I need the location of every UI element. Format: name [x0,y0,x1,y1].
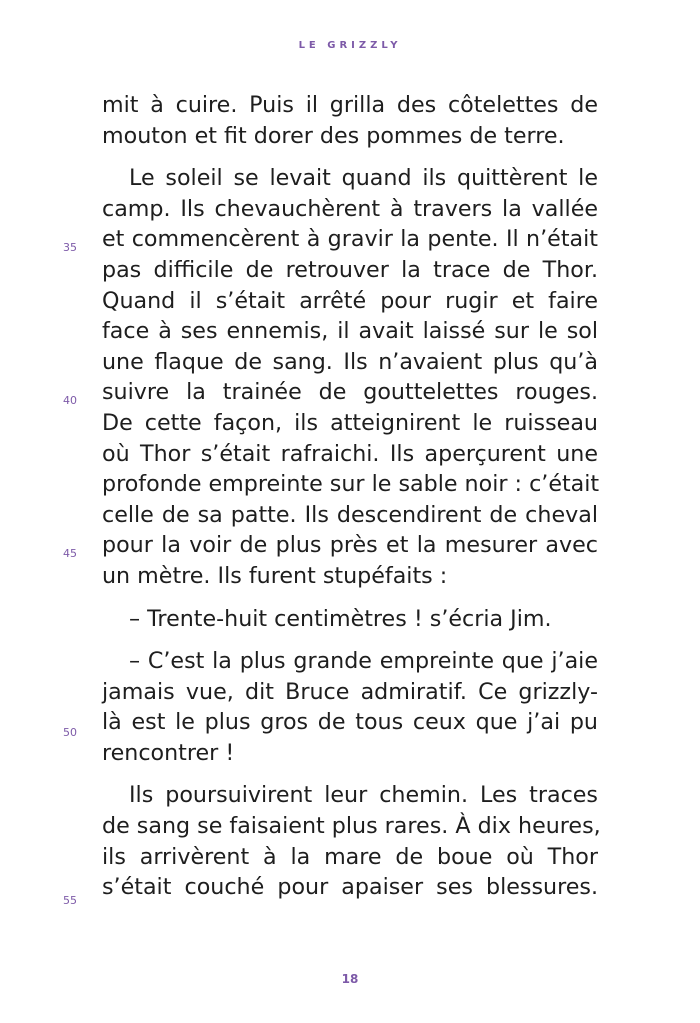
text-line: et commencèrent à gravir la pente. Il n’était [102,226,598,253]
text-line: celle de sa patte. Ils descendirent de cheval [102,501,598,528]
text-line: s’était couché pour apaiser ses blessures. [102,874,598,901]
line-number: 40 [63,394,77,407]
body-text [102,90,601,903]
paragraph [102,646,598,768]
text-line: Le soleil se levait quand ils quittèrent le [129,165,598,192]
text-line: rencontrer ! [102,739,235,766]
line-number: 50 [63,726,77,739]
text-line: de sang se faisaient plus rares. À dix heures, [102,813,601,840]
text-line: ils arrivèrent à la mare de boue où Thor [102,843,598,870]
text-line: Ils poursuivirent leur chemin. Les traces [129,782,598,809]
text-line: où Thor s’était rafraichi. Ils aperçurent une [102,440,598,467]
text-line: mit à cuire. Puis il grilla des côtelettes de [102,92,598,118]
paragraph [102,604,598,635]
running-head: LE GRIZZLY [298,40,402,51]
text-line: De cette façon, ils atteignirent le ruisseau [102,409,598,436]
paragraph [102,780,601,902]
text-line: pour la voir de plus près et la mesurer avec [102,532,598,559]
line-number: 45 [63,547,77,560]
text-line: suivre la trainée de gouttelettes rouges. [102,379,598,406]
text-line: mouton et fit dorer des pommes de terre. [102,122,565,149]
text-line: jamais vue, dit Bruce admiratif. Ce grizzly- [102,678,598,705]
page-number: 18 [341,972,359,986]
text-line: une flaque de sang. Ils n’avaient plus qu’à [102,348,598,375]
text-line: – Trente-huit centimètres ! s’écria Jim. [129,605,552,632]
text-line: – C’est la plus grande empreinte que j’aie [129,648,598,675]
text-line: un mètre. Ils furent stupéfaits : [102,562,448,589]
line-number: 35 [63,241,77,254]
text-line: profonde empreinte sur le sable noir : c’était [102,471,600,498]
paragraph [102,90,598,151]
paragraph [102,163,598,591]
text-line: face à ses ennemis, il avait laissé sur le sol [102,318,598,345]
line-number: 55 [63,894,77,907]
text-line: là est le plus gros de tous ceux que j’ai pu [102,709,598,736]
text-line: pas difficile de retrouver la trace de Thor. [102,256,598,283]
text-line: camp. Ils chevauchèrent à travers la vallée [102,195,598,222]
text-line: Quand il s’était arrêté pour rugir et faire [102,287,598,314]
line-number-margin [0,0,100,1023]
